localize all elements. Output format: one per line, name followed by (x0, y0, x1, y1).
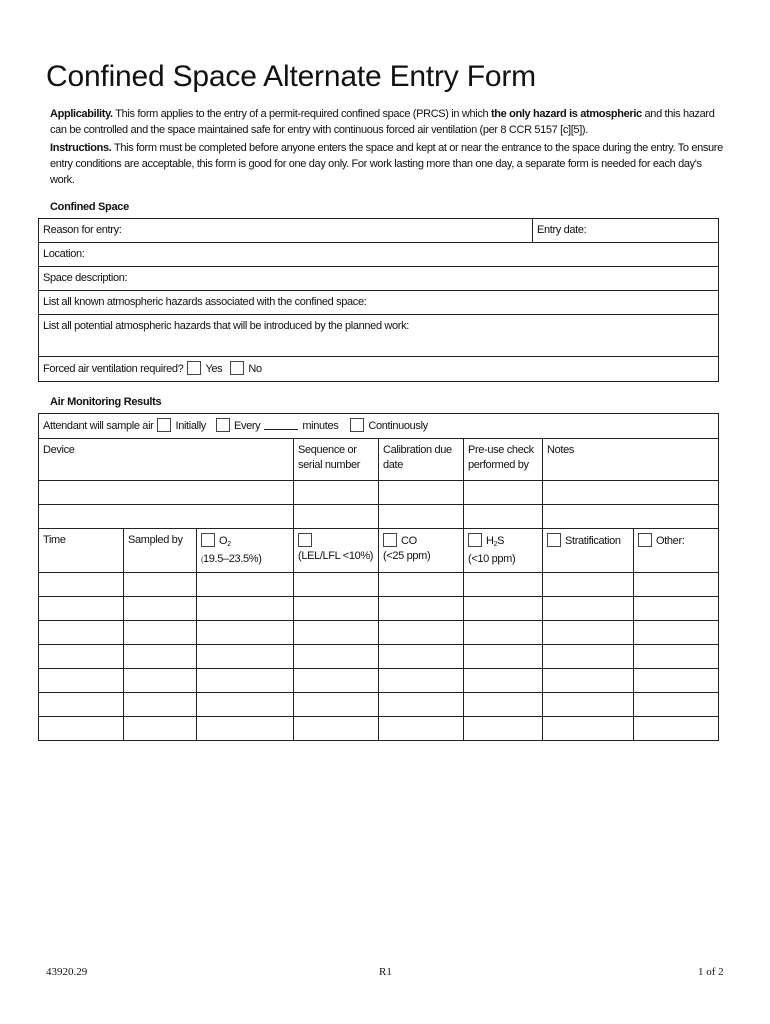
reading-row (39, 645, 719, 669)
lel-cell[interactable] (294, 621, 379, 645)
reading-row (39, 669, 719, 693)
initially-label: Initially (175, 420, 206, 432)
o2-range: 19.5–23.5%) (202, 553, 262, 565)
stratification-cell[interactable] (543, 573, 634, 597)
preuse-header-line1: Pre-use check (468, 444, 534, 456)
notes-cell[interactable] (543, 505, 719, 529)
other-checkbox[interactable] (638, 533, 652, 547)
h2s-label-h: H (486, 535, 494, 547)
co-cell[interactable] (379, 717, 464, 741)
applicability-text-2: and this hazard can be controlled and the space maintained safe for entry with continuous forced air ventilation (per 8 CCR 5157 [c][5]). (50, 108, 715, 136)
other-cell[interactable] (634, 597, 719, 621)
reading-row (39, 621, 719, 645)
other-cell[interactable] (634, 693, 719, 717)
co-header (379, 529, 464, 573)
preuse-header-line2: performed by (468, 459, 529, 471)
instructions-text: This form must be completed before anyone enters the space and kept at or near the entrance to the space during the entry. To ensure entry conditions are acceptable, this form is good for one day only. For work lasting more than one day, a separate form is needed for each day's work. (50, 142, 723, 186)
stratification-cell[interactable] (543, 669, 634, 693)
time-cell[interactable] (39, 717, 124, 741)
lel-cell[interactable] (294, 669, 379, 693)
reason-for-entry-label: Reason for entry: (43, 224, 122, 236)
intro-text (50, 106, 726, 190)
stratification-cell[interactable] (543, 597, 634, 621)
calibration-header-line1: Calibration due (383, 444, 452, 456)
reading-header-row (39, 529, 719, 573)
ventilation-no-label: No (248, 363, 262, 375)
potential-hazards-label: List all potential atmospheric hazards that will be introduced by the planned work: (43, 320, 409, 332)
reason-for-entry-field[interactable] (39, 219, 533, 243)
lel-cell[interactable] (294, 573, 379, 597)
other-cell[interactable] (634, 669, 719, 693)
stratification-checkbox[interactable] (547, 533, 561, 547)
o2-range-prefix: ( (201, 557, 203, 564)
o2-checkbox[interactable] (201, 533, 215, 547)
h2s-cell[interactable] (464, 693, 543, 717)
sampled-by-cell[interactable] (124, 693, 197, 717)
calibration-cell[interactable] (379, 481, 464, 505)
other-cell[interactable] (634, 645, 719, 669)
other-cell[interactable] (634, 621, 719, 645)
location-field[interactable] (39, 243, 719, 267)
time-cell[interactable] (39, 573, 124, 597)
sampled-by-cell[interactable] (124, 669, 197, 693)
sample-air-label: Attendant will sample air (43, 420, 154, 432)
air-monitoring-table (38, 413, 719, 741)
o2-label: O (219, 535, 228, 547)
continuously-label: Continuously (368, 420, 428, 432)
o2-cell[interactable] (197, 693, 294, 717)
ventilation-field (39, 357, 719, 382)
lel-cell[interactable] (294, 717, 379, 741)
o2-header (197, 529, 294, 573)
stratification-label: Stratification (565, 535, 621, 547)
co-label: CO (401, 535, 417, 547)
reading-row (39, 717, 719, 741)
other-cell[interactable] (634, 573, 719, 597)
h2s-label-s: S (497, 535, 505, 547)
co-cell[interactable] (379, 693, 464, 717)
co-checkbox[interactable] (383, 533, 397, 547)
confined-space-table (38, 218, 719, 382)
space-description-row (39, 267, 719, 291)
minutes-label: minutes (302, 420, 339, 432)
sampled-by-cell[interactable] (124, 621, 197, 645)
notes-header-label: Notes (547, 444, 574, 456)
o2-cell[interactable] (197, 597, 294, 621)
stratification-header (543, 529, 634, 573)
revision-number: R1 (379, 966, 392, 978)
sampling-frequency-field (39, 414, 719, 439)
entry-date-label: Entry date: (537, 224, 587, 236)
notes-cell[interactable] (543, 481, 719, 505)
h2s-checkbox[interactable] (468, 533, 482, 547)
other-label: Other: (656, 535, 685, 547)
preuse-cell[interactable] (464, 505, 543, 529)
ventilation-yes-label: Yes (205, 363, 223, 375)
stratification-cell[interactable] (543, 645, 634, 669)
device-cell[interactable] (39, 505, 294, 529)
location-row (39, 243, 719, 267)
co-cell[interactable] (379, 621, 464, 645)
minutes-blank[interactable] (264, 419, 298, 430)
co-cell[interactable] (379, 597, 464, 621)
device-row (39, 481, 719, 505)
potential-hazards-row (39, 315, 719, 357)
continuously-checkbox[interactable] (350, 418, 364, 432)
h2s-cell[interactable] (464, 597, 543, 621)
sequence-cell[interactable] (294, 505, 379, 529)
h2s-cell[interactable] (464, 645, 543, 669)
ventilation-label: Forced air ventilation required? (43, 363, 184, 375)
device-cell[interactable] (39, 481, 294, 505)
lel-cell[interactable] (294, 597, 379, 621)
initially-checkbox[interactable] (157, 418, 171, 432)
co-cell[interactable] (379, 669, 464, 693)
applicability-bold: the only hazard is atmospheric (490, 108, 642, 120)
time-cell[interactable] (39, 621, 124, 645)
applicability-text-1: This form applies to the entry of a permit-required confined space (PRCS) in which (112, 108, 491, 120)
co-cell[interactable] (379, 573, 464, 597)
known-hazards-field[interactable] (39, 291, 719, 315)
confined-space-heading: Confined Space (50, 201, 129, 213)
calibration-header (379, 439, 464, 481)
lel-cell[interactable] (294, 693, 379, 717)
device-header (39, 439, 294, 481)
preuse-cell[interactable] (464, 481, 543, 505)
h2s-range: (<10 ppm) (468, 553, 516, 565)
reading-row (39, 693, 719, 717)
air-monitoring-heading: Air Monitoring Results (50, 396, 162, 408)
every-label: Every (233, 420, 261, 432)
lel-header (294, 529, 379, 573)
known-hazards-label: List all known atmospheric hazards associated with the confined space: (43, 296, 367, 308)
instructions-paragraph (50, 140, 726, 188)
device-header-row (39, 439, 719, 481)
ventilation-row (39, 357, 719, 382)
reading-row (39, 597, 719, 621)
device-header-label: Device (43, 444, 75, 456)
time-cell[interactable] (39, 669, 124, 693)
time-cell[interactable] (39, 693, 124, 717)
lel-range: (LEL/LFL <10%) (298, 550, 374, 562)
o2-cell[interactable] (197, 669, 294, 693)
o2-cell[interactable] (197, 621, 294, 645)
calibration-header-line2: date (383, 459, 404, 471)
device-row (39, 505, 719, 529)
h2s-cell[interactable] (464, 717, 543, 741)
sampled-by-cell[interactable] (124, 573, 197, 597)
preuse-header (464, 439, 543, 481)
calibration-cell[interactable] (379, 505, 464, 529)
sampled-by-header (124, 529, 197, 573)
co-range: (<25 ppm) (383, 550, 431, 562)
form-title: Confined Space Alternate Entry Form (46, 60, 536, 93)
o2-cell[interactable] (197, 645, 294, 669)
co-cell[interactable] (379, 645, 464, 669)
h2s-cell[interactable] (464, 669, 543, 693)
reading-row (39, 573, 719, 597)
reason-row (39, 219, 719, 243)
sequence-header-line2: serial number (298, 459, 361, 471)
sampled-by-header-label: Sampled by (128, 534, 183, 546)
sequence-cell[interactable] (294, 481, 379, 505)
sampled-by-cell[interactable] (124, 597, 197, 621)
sampled-by-cell[interactable] (124, 645, 197, 669)
stratification-cell[interactable] (543, 693, 634, 717)
sampled-by-cell[interactable] (124, 717, 197, 741)
potential-hazards-field[interactable] (39, 315, 719, 357)
entry-date-field[interactable] (533, 219, 719, 243)
location-label: Location: (43, 248, 85, 260)
space-description-field[interactable] (39, 267, 719, 291)
space-description-label: Space description: (43, 272, 128, 284)
instructions-label: Instructions. (50, 142, 112, 154)
stratification-cell[interactable] (543, 621, 634, 645)
lel-cell[interactable] (294, 645, 379, 669)
notes-header (543, 439, 719, 481)
lel-checkbox[interactable] (298, 533, 312, 547)
time-header (39, 529, 124, 573)
o2-cell[interactable] (197, 573, 294, 597)
applicability-paragraph (50, 106, 726, 138)
time-cell[interactable] (39, 645, 124, 669)
stratification-cell[interactable] (543, 717, 634, 741)
o2-cell[interactable] (197, 717, 294, 741)
h2s-cell[interactable] (464, 573, 543, 597)
other-header (634, 529, 719, 573)
other-cell[interactable] (634, 717, 719, 741)
sampling-frequency-row (39, 414, 719, 439)
form-number: 43920.29 (46, 966, 88, 978)
applicability-label: Applicability. (50, 108, 113, 120)
page-number: 1 of 2 (698, 966, 724, 978)
h2s-header (464, 529, 543, 573)
known-hazards-row (39, 291, 719, 315)
h2s-cell[interactable] (464, 621, 543, 645)
every-checkbox[interactable] (216, 418, 230, 432)
sequence-header-line1: Sequence or (298, 444, 357, 456)
sequence-header (294, 439, 379, 481)
o2-subscript: 2 (227, 541, 231, 548)
time-cell[interactable] (39, 597, 124, 621)
h2s-subscript: 2 (493, 541, 498, 548)
time-header-label: Time (43, 534, 66, 546)
ventilation-yes-checkbox[interactable] (187, 361, 201, 375)
ventilation-no-checkbox[interactable] (230, 361, 244, 375)
